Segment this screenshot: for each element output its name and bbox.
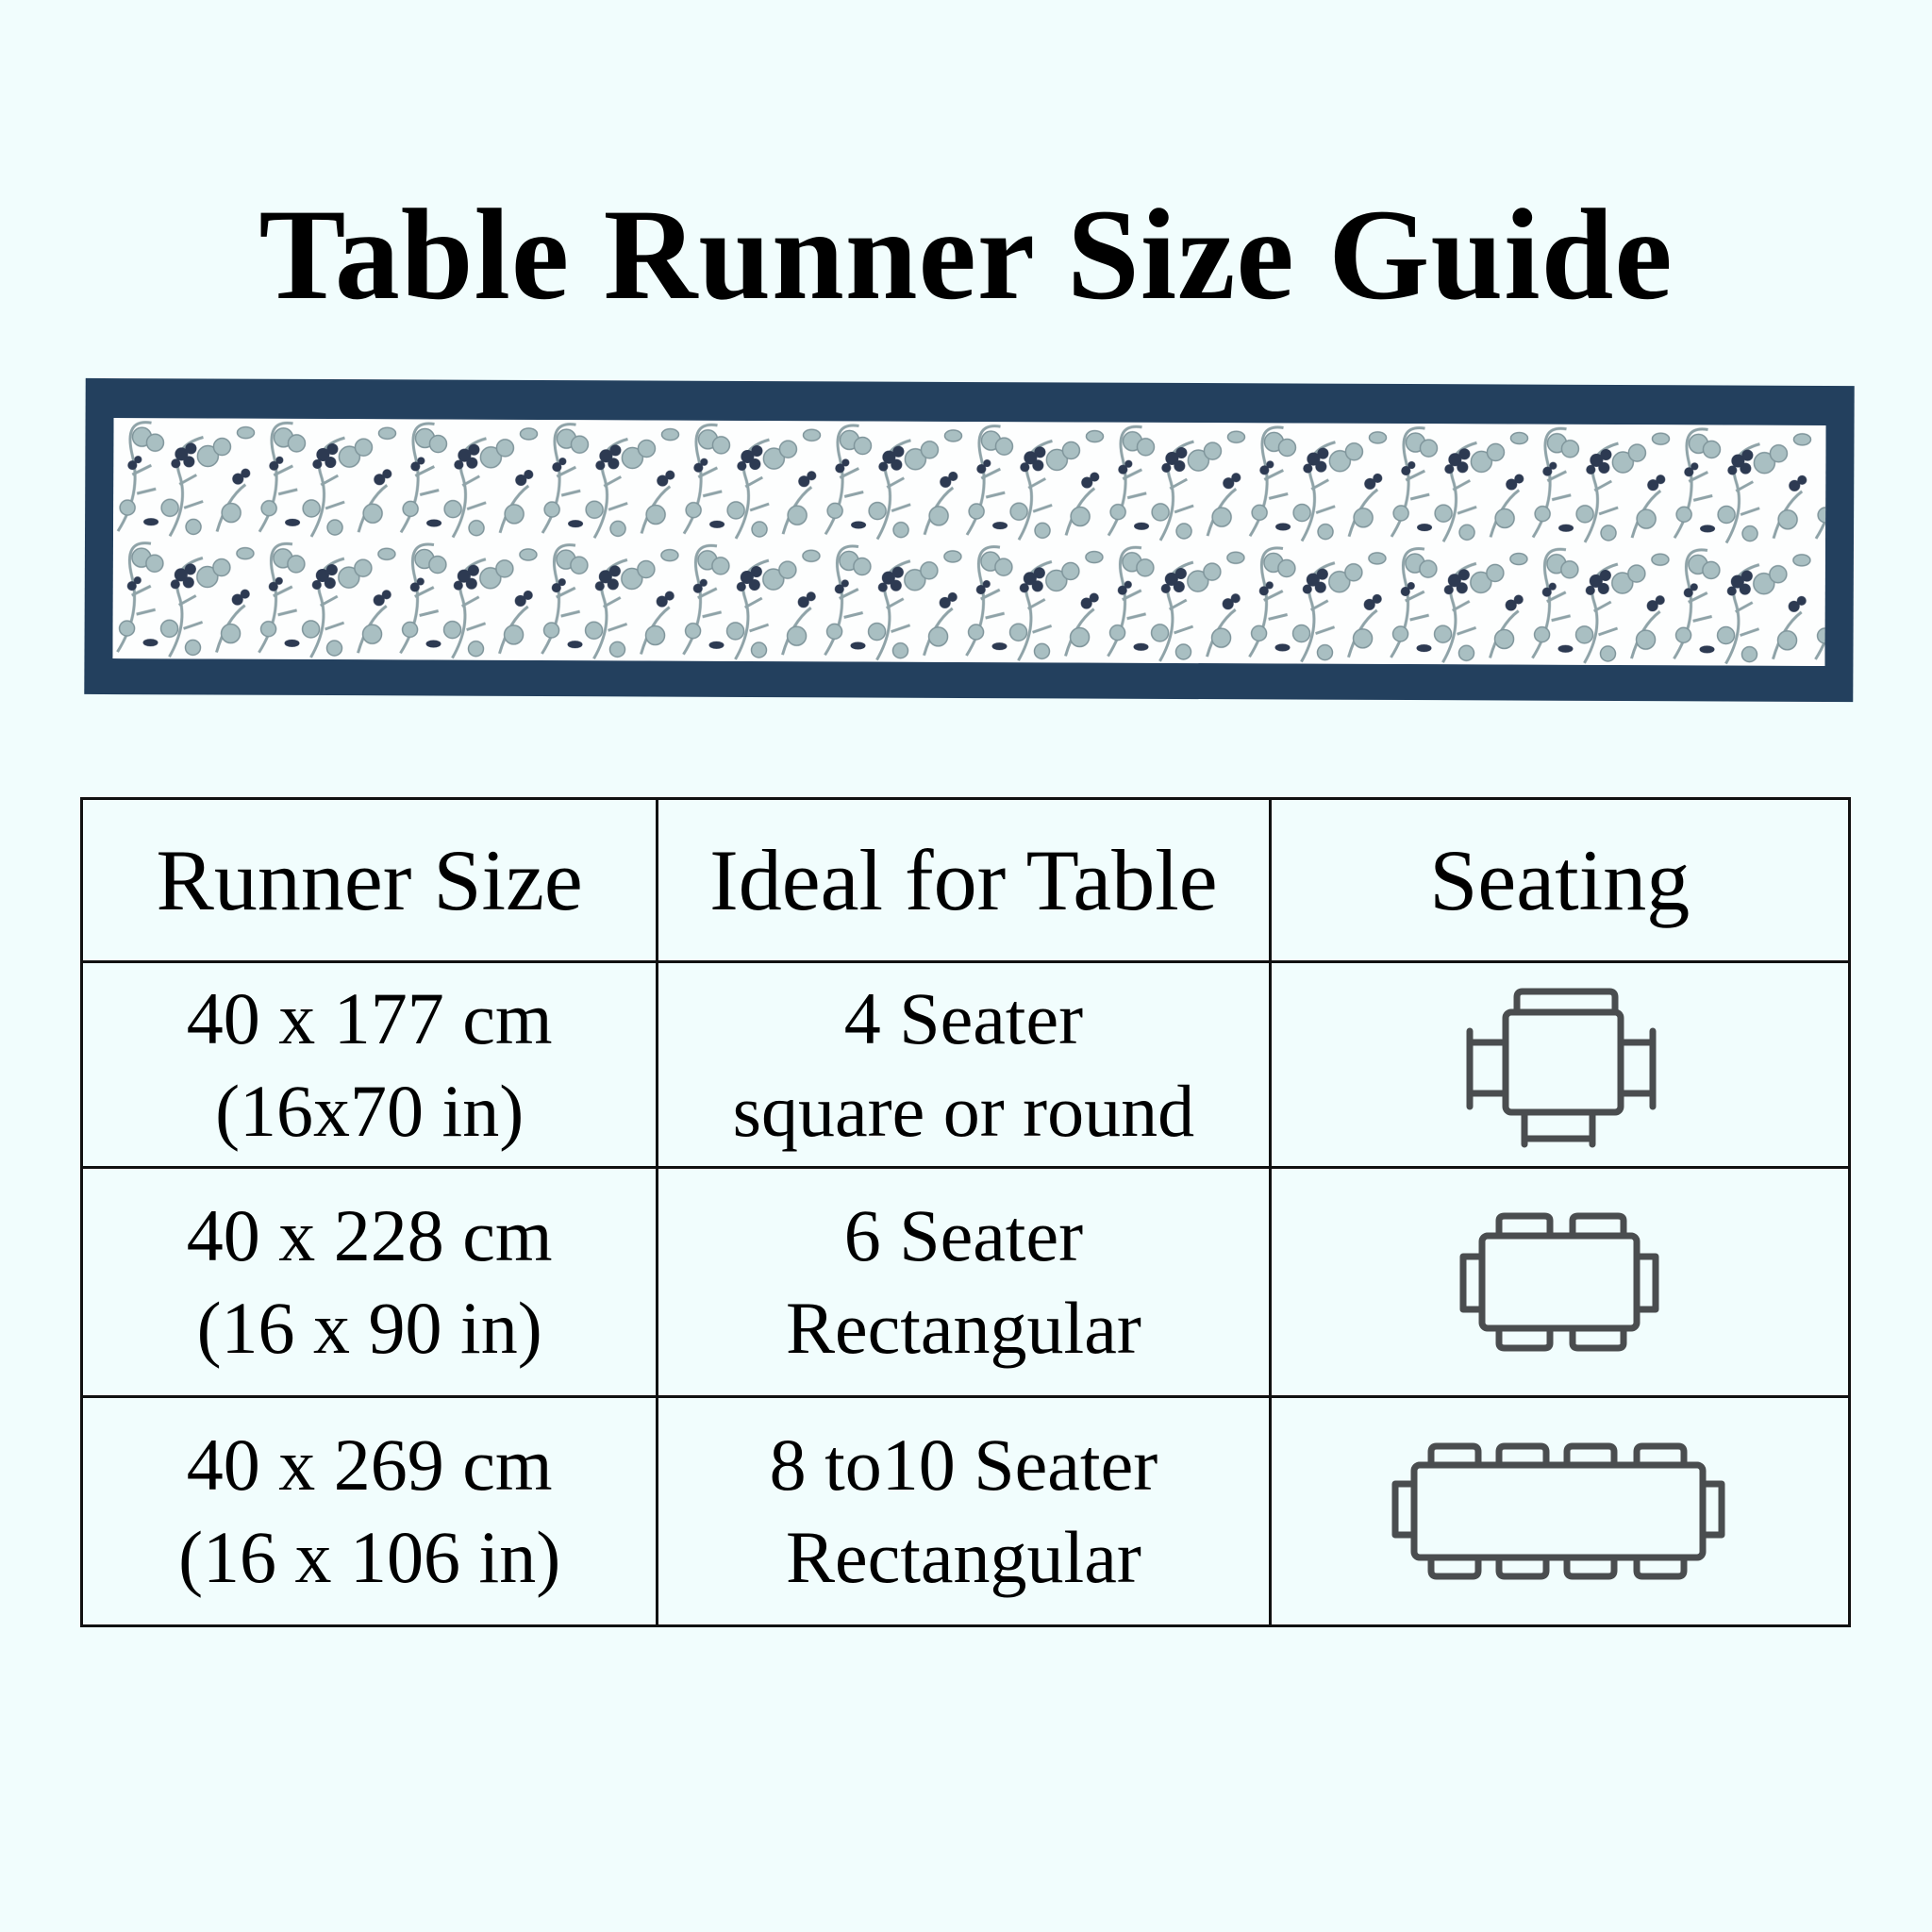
runner-size-cell [82,962,658,1168]
six-seat-rectangular-table-icon [1456,1211,1663,1353]
seater-count: 4 Seater [843,976,1084,1059]
size-in: (16 x 90 in) [196,1287,542,1369]
header-seating: Seating [1270,799,1850,962]
ideal-table-cell [658,962,1270,1168]
table-row [82,962,1850,1168]
seating-cell [1270,1397,1850,1626]
table-shape: square or round [732,1069,1195,1152]
seater-count: 8 to10 Seater [769,1424,1158,1506]
runner-size-cell [82,1397,658,1626]
table-row [82,1397,1850,1626]
size-in: (16 x 106 in) [178,1516,561,1598]
size-cm: 40 x 228 cm [186,1194,553,1276]
table-header-row [82,799,1850,962]
table-shape: Rectangular [785,1516,1141,1598]
seater-count: 6 Seater [843,1194,1084,1276]
size-cm: 40 x 177 cm [186,976,553,1059]
floral-print-field [112,418,1825,666]
size-cm: 40 x 269 cm [186,1424,553,1506]
table-shape: Rectangular [785,1287,1141,1369]
seating-cell [1270,962,1850,1168]
page-title: Table Runner Size Guide [258,182,1674,326]
floral-pattern-icon [112,418,1825,666]
table-runner-image [84,378,1854,702]
four-seat-square-table-icon [1460,980,1658,1150]
header-runner-size: Runner Size [82,799,658,962]
seating-cell [1270,1168,1850,1397]
table-row [82,1168,1850,1397]
runner-size-cell [82,1168,658,1397]
header-ideal-for-table: Ideal for Table [658,799,1270,962]
ideal-table-cell [658,1168,1270,1397]
ideal-table-cell [658,1397,1270,1626]
size-in: (16x70 in) [215,1069,525,1152]
ten-seat-rectangular-table-icon [1390,1441,1729,1582]
size-guide-table [80,797,1851,1627]
